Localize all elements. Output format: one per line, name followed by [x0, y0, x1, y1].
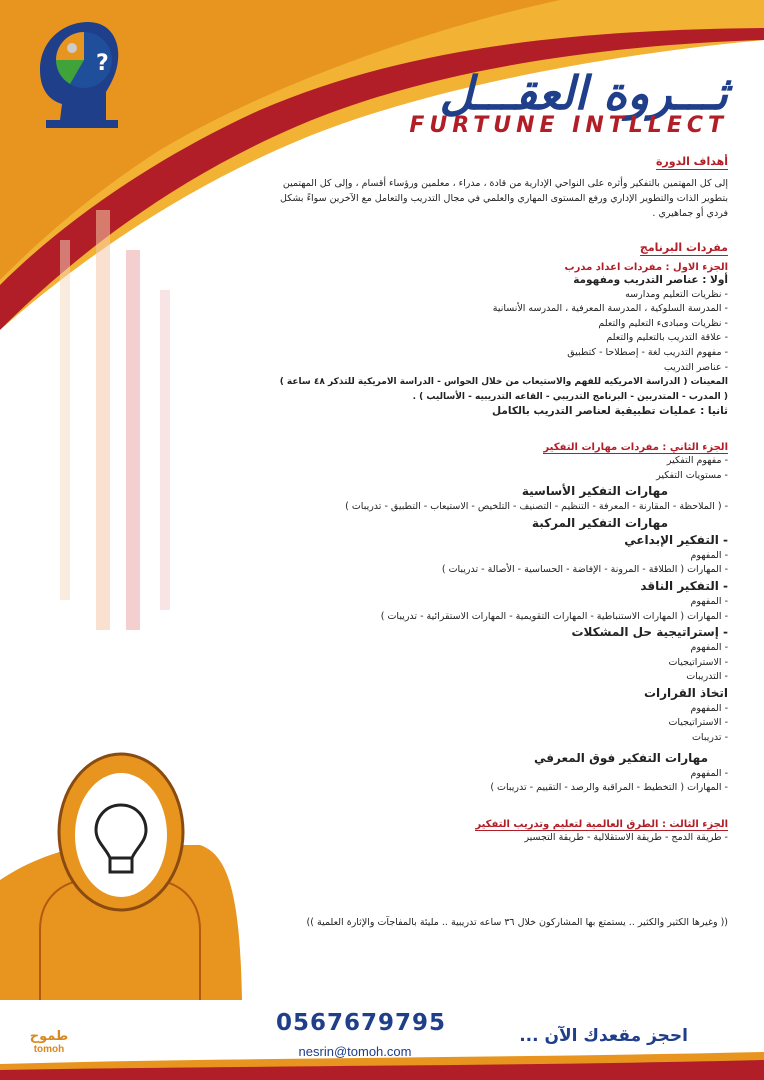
- program-section: [168, 236, 728, 845]
- list-item: - نظريات التعليم ومدارسه: [625, 288, 728, 300]
- list-item: - التدريبات: [686, 671, 728, 683]
- part1-first: أولا : عناصر التدريب ومفهومة: [573, 274, 728, 286]
- list-item: - المفهوم: [690, 549, 728, 561]
- brand-title-english: FURTUNE INTLLECT: [409, 113, 728, 138]
- list-item: - الاستراتيجيات: [668, 656, 728, 668]
- creative-thinking-title: - التفكير الإبداعي: [624, 532, 728, 547]
- basic-skills-title: مهارات التفكير الأساسية: [521, 484, 668, 499]
- problem-solving-title: - إستراتيجية حل المشكلات: [571, 625, 728, 640]
- part2: [168, 435, 728, 796]
- list-item: - نظريات ومبادىء التعليم والتعلم: [598, 317, 728, 329]
- list-item: - مفهوم التدريب لغة - إصطلاحا - كتطبيق: [567, 346, 728, 358]
- list-item: - المفهوم: [690, 595, 728, 607]
- list-item: - المهارات ( التخطيط - المراقبة والرصد - التقييم - تدريبات ): [490, 782, 728, 794]
- book-seat-text: احجز مقعدك الآن ...: [519, 1026, 688, 1046]
- svg-text:?: ?: [96, 51, 109, 76]
- list-item: - طريقة الدمج - طريقة الاستقلالية - طريقة التجسير: [524, 831, 728, 843]
- part1-second: ثانيا : عمليات تطبيقية لعناصر التدريب بالكامل: [492, 405, 728, 418]
- logo-arabic: طموح: [29, 1029, 69, 1044]
- part2-title: الجزء الثاني : مفردات مهارات التفكير: [543, 441, 728, 453]
- goals-line: إلى كل المهتمين بالتفكير وأثره على النواحي الإدارية من قادة ، مدراء ، معلمين ورؤساء أقسام ، وإلى كل المهتمين: [282, 178, 728, 189]
- part3: [168, 812, 728, 846]
- part1-aids: المعينات ( الدراسة الامريكيه للفهم والاستيعاب من خلال الحواس - الدراسة الامريكية للتذكر ٤٨ ساعة ): [279, 377, 728, 388]
- goals-section: [208, 150, 728, 221]
- part1-aids: ( المدرب - المتدربين - البرنامج التدريبي - القاعه التدريبيه - الأساليب ) .: [412, 391, 728, 402]
- logo-english: tomoh: [33, 1044, 65, 1055]
- brand-title-arabic: ثـــروة العقـــل: [439, 66, 728, 120]
- decor-bar: [96, 210, 110, 630]
- list-item: - المهارات ( المهارات الاستنباطية - المهارات التقويمية - المهارات الاستقرائية - تدريبات ): [380, 610, 728, 622]
- tomoh-logo: [24, 1030, 74, 1056]
- list-item: - المفهوم: [690, 767, 728, 779]
- list-item: - علاقة التدريب بالتعليم والتعلم: [606, 332, 728, 344]
- phone-number[interactable]: 0567679795: [276, 1010, 447, 1036]
- decor-bar: [126, 250, 140, 630]
- list-item: - المفهوم: [690, 642, 728, 654]
- complex-skills-title: مهارات التفكير المركبة: [531, 515, 668, 530]
- part3-title: الجزء الثالث : الطرق العالمية لتعليم وتدريب التفكير: [475, 818, 728, 830]
- part1: [168, 262, 728, 419]
- list-item: - مستويات التفكير: [656, 469, 728, 481]
- list-item: - المفهوم: [690, 702, 728, 714]
- list-item: - عناصر التدريب: [663, 361, 728, 373]
- email-link[interactable]: nesrin@tomoh.com: [298, 1044, 412, 1059]
- list-item: - المهارات ( الطلاقة - المرونة - الإفاضة - الحساسية - الأصالة - تدريبات ): [441, 564, 728, 576]
- decor-bar: [60, 240, 70, 600]
- program-heading: مفردات البرنامج: [639, 241, 728, 254]
- goals-line: بتطوير الذات والتطوير الإداري ورفع المستوى المهاري والعلمي في مجال التدريب والتعامل مع الآخرين سواءً بشكل: [280, 193, 728, 204]
- decision-making-title: اتخاذ القرارات: [643, 685, 728, 700]
- list-item: - تدريبات: [691, 732, 728, 744]
- closing-note: (( وغيرها الكثير والكثير .. يستمتع بها المشاركون خلال ٣٦ ساعه تدريبية .. مليئة بالمفاجآت والإثارة العلمية )): [306, 917, 728, 928]
- list-item: - ( الملاحظة - المقارنة - المعرفة - التنظيم - التصنيف - التلخيص - الاستيعاب - التطبيق - تدريبات ): [345, 501, 728, 513]
- critical-thinking-title: - التفكير الناقد: [640, 578, 728, 593]
- goals-heading: أهداف الدورة: [655, 155, 728, 168]
- goals-line: فردي أو جماهيري .: [652, 208, 728, 219]
- list-item: - المدرسة السلوكية ، المدرسة المعرفية ، المدرسه الأنسانية: [492, 303, 728, 315]
- list-item: - الاستراتيجيات: [668, 717, 728, 729]
- list-item: - مفهوم التفكير: [666, 454, 728, 466]
- part1-title: الجزء الاول : مفردات اعداد مدرب: [564, 262, 728, 273]
- metacognitive-title: مهارات التفكير فوق المعرفي: [534, 750, 708, 765]
